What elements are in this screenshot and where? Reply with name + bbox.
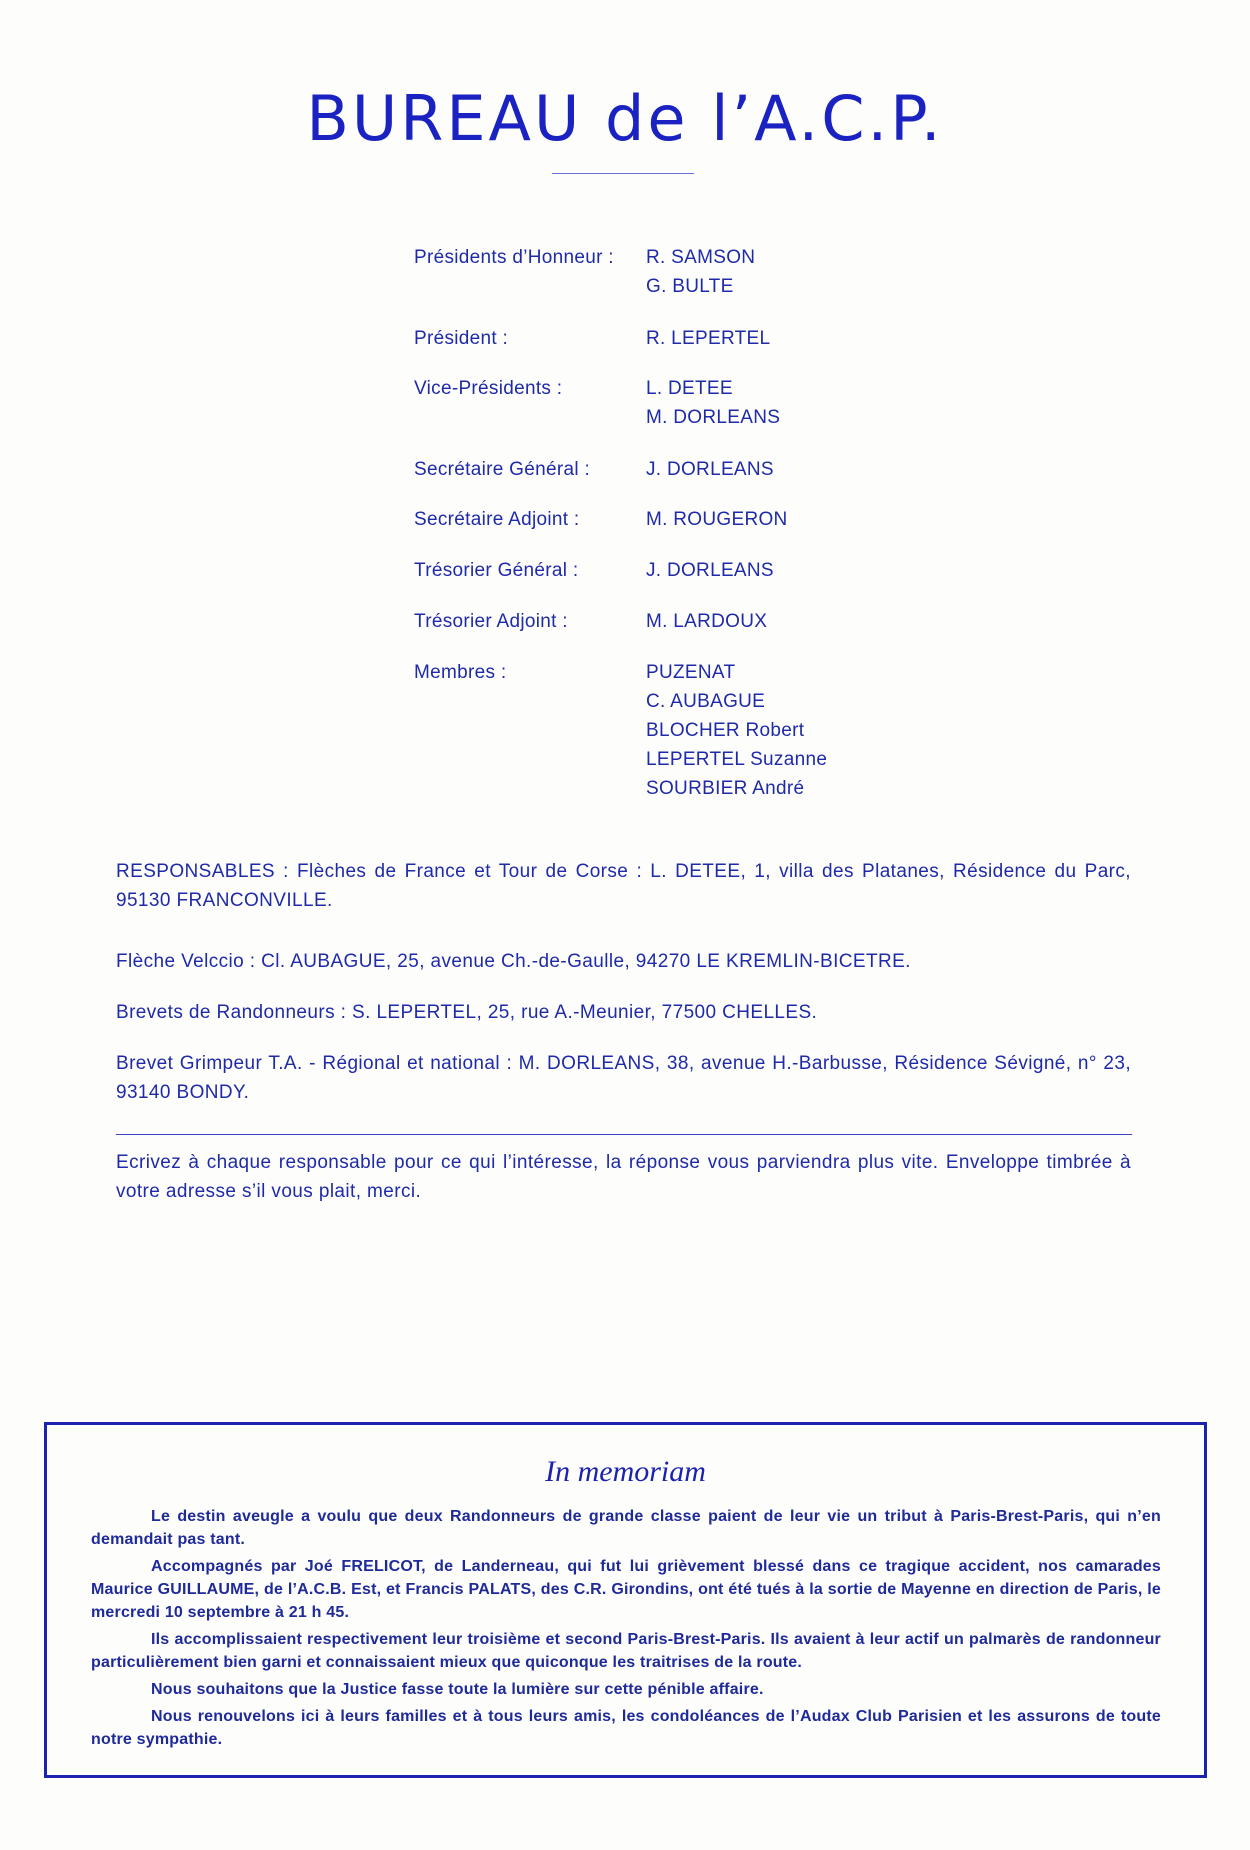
responsable-brevets-randonneurs: Brevets de Randonneurs : S. LEPERTEL, 25, rue A.-Meunier, 77500 CHELLES. xyxy=(116,1002,818,1023)
role-name: R. SAMSON xyxy=(646,247,756,268)
role-label: Trésorier Général : xyxy=(414,560,579,581)
role-name: G. BULTE xyxy=(646,276,734,297)
role-name: R. LEPERTEL xyxy=(646,328,771,349)
role-name: LEPERTEL Suzanne xyxy=(646,749,828,770)
role-name: SOURBIER André xyxy=(646,778,805,799)
section-separator xyxy=(116,1134,1132,1135)
role-name: M. DORLEANS xyxy=(646,407,781,428)
role-name: PUZENAT xyxy=(646,662,736,683)
role-label: Présidents d’Honneur : xyxy=(414,247,614,268)
role-label: Secrétaire Général : xyxy=(414,459,591,480)
role-label: Secrétaire Adjoint : xyxy=(414,509,580,530)
responsable-brevet-grimpeur: Brevet Grimpeur T.A. - Régional et national : M. DORLEANS, 38, avenue H.-Barbusse, Résidence Sévigné, n° 23, 93140 BONDY. xyxy=(116,1053,1131,1103)
role-name: BLOCHER Robert xyxy=(646,720,805,741)
role-name: L. DETEE xyxy=(646,378,733,399)
role-name: M. ROUGERON xyxy=(646,509,788,530)
memoriam-paragraph: Nous souhaitons que la Justice fasse toute la lumière sur cette pénible affaire. xyxy=(151,1681,764,1698)
memoriam-paragraph: Ils accomplissaient respectivement leur troisième et second Paris-Brest-Paris. Ils avaient à leur actif un palmarès de randonneur particulièrement bien garni et connaissaient mieux que quiconque les traitrises de la route. xyxy=(91,1631,1161,1671)
memoriam-paragraph: Accompagnés par Joé FRELICOT, de Landerneau, qui fut lui grièvement blessé dans ce tragique accident, nos camarades Maurice GUILLAUME, de l’A.C.B. Est, et Francis PALATS, des C.R. Girondins, ont été tués à la sortie de Mayenne en direction de Paris, le mercredi 10 septembre à 21 h 45. xyxy=(91,1558,1161,1621)
title-underline xyxy=(552,173,694,174)
in-memoriam-title: In memoriam xyxy=(545,1455,706,1488)
role-label: Membres : xyxy=(414,662,507,683)
page-title: BUREAU de l’A.C.P. xyxy=(306,82,944,155)
role-label: Trésorier Adjoint : xyxy=(414,611,568,632)
memoriam-paragraph: Le destin aveugle a voulu que deux Randonneurs de grande classe paient de leur vie un tribut à Paris-Brest-Paris, qui n’en demandait pas tant. xyxy=(91,1508,1161,1548)
role-name: J. DORLEANS xyxy=(646,560,774,581)
in-memoriam-box xyxy=(44,1422,1207,1778)
responsable-fleche-velocio: Flèche Velccio : Cl. AUBAGUE, 25, avenue Ch.-de-Gaulle, 94270 LE KREMLIN-BICETRE. xyxy=(116,951,911,972)
responsables-paragraph: RESPONSABLES : Flèches de France et Tour de Corse : L. DETEE, 1, villa des Platanes, Résidence du Parc, 95130 FRANCONVILLE. xyxy=(116,861,1131,911)
role-name: C. AUBAGUE xyxy=(646,691,766,712)
memoriam-paragraph: Nous renouvelons ici à leurs familles et à tous leurs amis, les condoléances de l’Audax Club Parisien et les assurons de toute notre sympathie. xyxy=(91,1708,1161,1748)
role-label: Vice-Présidents : xyxy=(414,378,563,399)
role-name: M. LARDOUX xyxy=(646,611,768,632)
in-memoriam-text xyxy=(91,1505,1161,1755)
notice-paragraph: Ecrivez à chaque responsable pour ce qui l’intéresse, la réponse vous parviendra plus vite. Enveloppe timbrée à votre adresse s’il vous plait, merci. xyxy=(116,1152,1131,1202)
role-label: Président : xyxy=(414,328,509,349)
role-name: J. DORLEANS xyxy=(646,459,774,480)
